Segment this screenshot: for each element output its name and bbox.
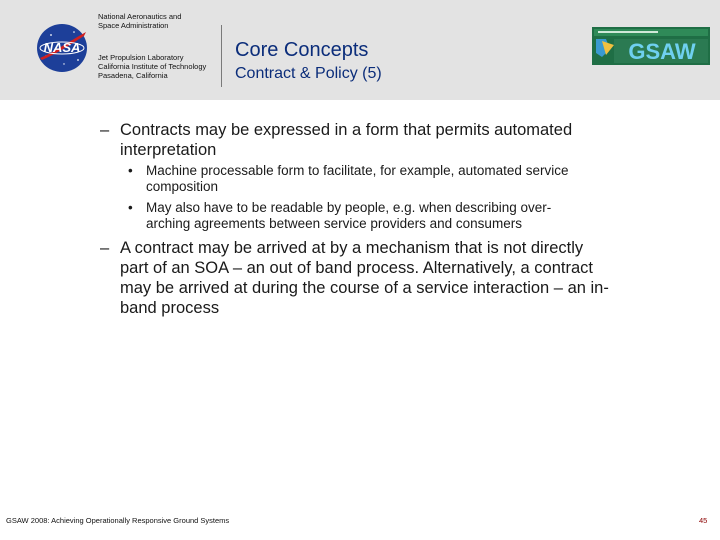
bullet-marker: – [100,121,110,139]
slide-subtitle: Contract & Policy (5) [235,65,382,82]
page-number: 45 [699,516,708,525]
bullet-text-line: interpretation [120,141,217,159]
sub-bullet-marker: • [128,200,133,215]
header-divider [221,25,222,87]
nasa-logo-text: NASA [43,40,81,55]
footer-text: GSAW 2008: Achieving Operationally Responsive Ground Systems [6,516,230,525]
slide-header [0,0,720,100]
bullet-text-line: band process [120,299,220,317]
sub-bullet-marker: • [128,163,133,178]
bullet-text-line: may be arrived at during the course of a service interaction – an in- [120,279,609,297]
gsaw-logo [592,27,710,65]
bullet-text-line: part of an SOA – an out of band process. Alternatively, a contract [120,259,593,277]
gsaw-logo-text: GSAW [628,39,696,64]
nasa-logo [34,22,90,74]
sub-bullet-text-line: composition [146,178,219,194]
agency-name: National Aeronautics and Space Administration [98,12,182,30]
sub-bullet-text-line: Machine processable form to facilitate, for example, automated service [146,163,569,178]
bullet-marker: – [100,239,110,257]
lab-name: Jet Propulsion Laboratory California Institute of Technology Pasadena, California [98,53,207,80]
slide-title: Core Concepts [235,39,369,61]
bullet-text-line: Contracts may be expressed in a form that permits automated [120,121,573,139]
bullet-text-line: A contract may be arrived at by a mechanism that is not directly [120,239,584,257]
sub-bullet-text-line: arching agreements between service providers and consumers [146,215,522,231]
sub-bullet-text-line: May also have to be readable by people, e.g. when describing over- [146,200,552,215]
